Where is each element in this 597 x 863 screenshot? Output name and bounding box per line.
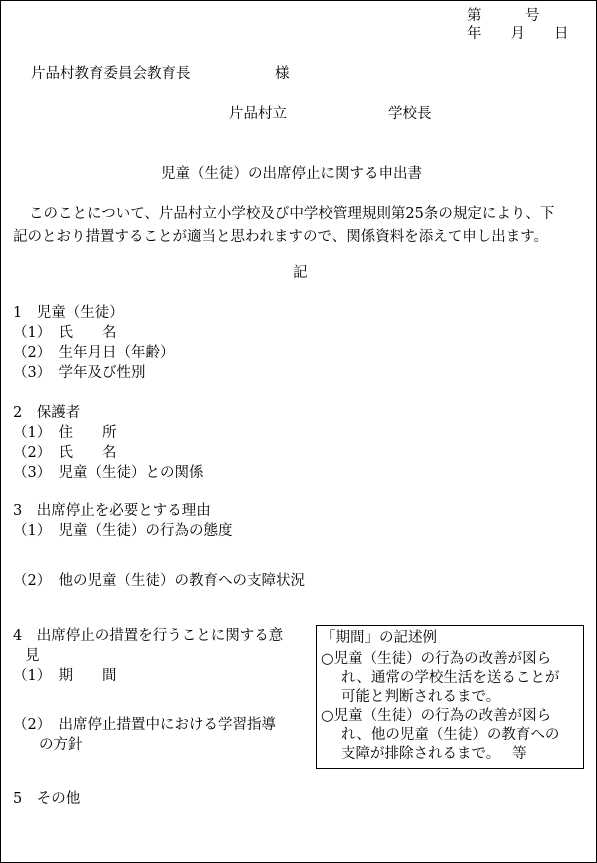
section-3-heading: 3 出席停止を必要とする理由 [13, 503, 211, 519]
section-3-item-2: （2） 他の児童（生徒）の教育への支障状況 [13, 573, 305, 589]
section-4-item-1: （1） 期 間 [13, 668, 117, 684]
note-example-2-line-1: ○児童（生徒）の行為の改善が図ら [321, 708, 552, 724]
section-4-heading-line-2: 見 [25, 648, 40, 664]
section-4-item-2-line-1: （2） 出席停止措置中における学習指導 [13, 717, 276, 733]
section-4-heading-line-1: 4 出席停止の措置を行うことに関する意 [13, 628, 284, 644]
document-number-label: 第 号 [467, 8, 540, 24]
section-1-item-1: （1） 氏 名 [13, 325, 117, 341]
section-1-item-2: （2） 生年月日（年齢） [13, 345, 175, 361]
note-box-title: 「期間」の記述例 [321, 630, 437, 646]
section-4-item-2-line-2: の方針 [39, 737, 83, 753]
document-title: 児童（生徒）の出席停止に関する申出書 [161, 166, 422, 182]
section-3-item-1: （1） 児童（生徒）の行為の態度 [13, 523, 233, 539]
note-example-1-line-2: れ、通常の学校生活を送ることが [341, 670, 560, 686]
section-2-item-3: （3） 児童（生徒）との関係 [13, 465, 204, 481]
section-2-item-2: （2） 氏 名 [13, 445, 117, 461]
note-example-1-line-1: ○児童（生徒）の行為の改善が図ら [321, 651, 552, 667]
section-2-heading: 2 保護者 [13, 405, 81, 421]
sender-title: 学校長 [388, 106, 432, 122]
note-example-2-line-3: 支障が排除されるまで。 等 [341, 746, 527, 762]
intro-line-1: このことについて、片品村立小学校及び中学校管理規則第25条の規定により、下 [29, 206, 555, 222]
section-1-item-3: （3） 学年及び性別 [13, 365, 146, 381]
ki-heading: 記 [293, 265, 308, 281]
section-2-item-1: （1） 住 所 [13, 425, 117, 441]
note-example-1-line-3: 可能と判断されるまで。 [341, 689, 501, 705]
section-1-heading: 1 児童（生徒） [13, 305, 124, 321]
intro-line-2: 記のとおり措置することが適当と思われますので、関係資料を添えて申し出ます。 [13, 229, 549, 245]
document-date-label: 年 月 日 [467, 26, 569, 42]
sender-village: 片品村立 [229, 106, 287, 122]
addressee-name: 片品村教育委員会教育長 [31, 66, 191, 82]
note-example-2-line-2: れ、他の児童（生徒）の教育への [341, 727, 560, 743]
addressee-honorific: 様 [275, 66, 290, 82]
period-example-box [316, 625, 584, 769]
section-5-heading: 5 その他 [13, 791, 81, 807]
